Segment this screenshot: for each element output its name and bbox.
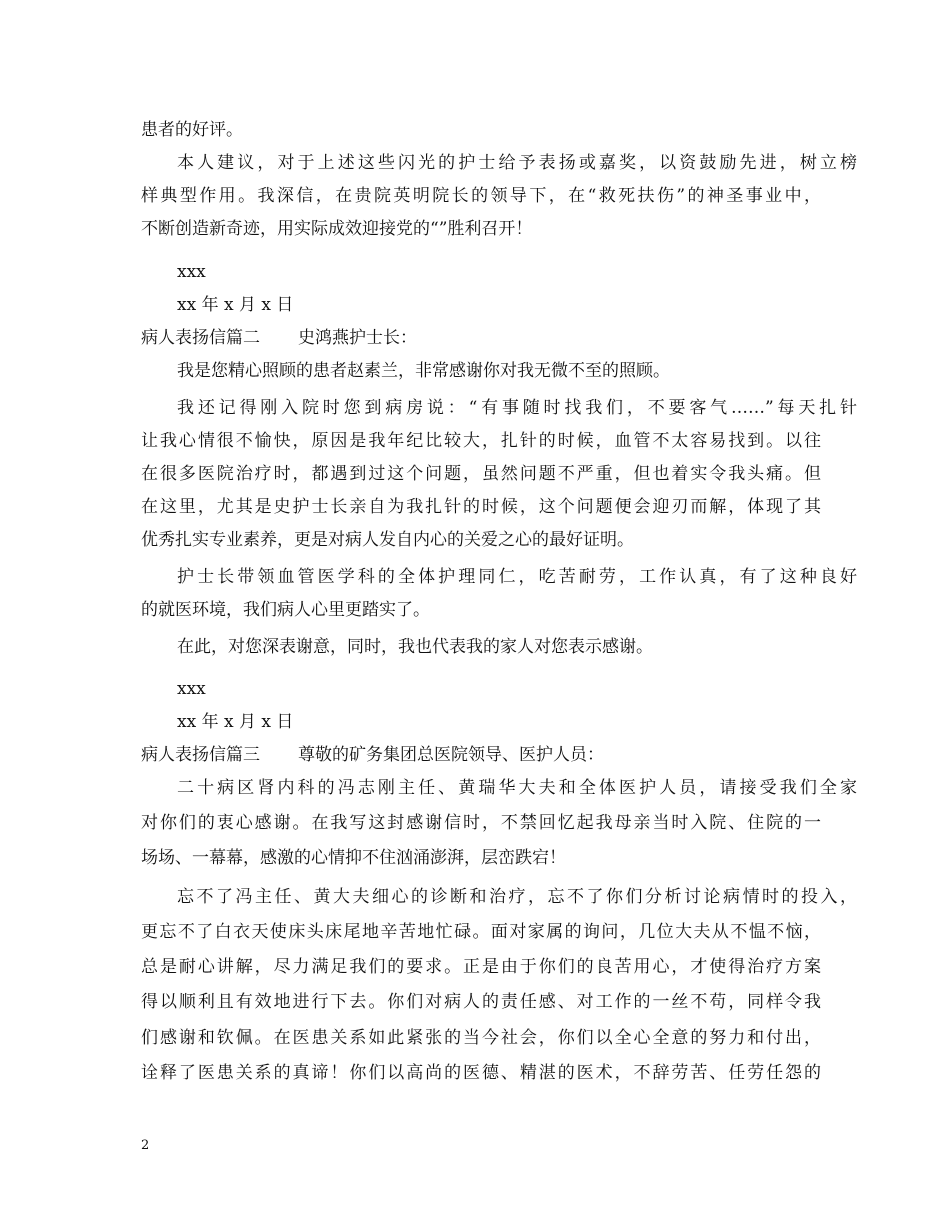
paragraph-line: 护士长带领血管医学科的全体护理同仁，吃苦耐劳，工作认真，有了这种良好: [177, 567, 857, 587]
letter-salutation: 尊敬的矿务集团总医院领导、医护人员：: [298, 745, 604, 765]
letter-salutation: 史鸿燕护士长：: [298, 328, 417, 348]
paragraph-line: 忘不了冯主任、黄大夫细心的诊断和治疗，忘不了你们分析讨论病情时的投入，: [177, 887, 857, 907]
letter-title: 病人表扬信篇二: [141, 328, 260, 348]
paragraph-line: 总是耐心讲解，尽力满足我们的要求。正是由于你们的良苦用心，才使得治疗方案: [141, 957, 821, 977]
signature-date: xx 年 x 月 x 日: [177, 295, 294, 315]
paragraph-line: 患者的好评。: [141, 120, 243, 140]
signature-name: xxx: [177, 679, 206, 699]
paragraph-line: 的就医环境，我们病人心里更踏实了。: [141, 600, 430, 620]
paragraph-line: 二十病区肾内科的冯志刚主任、黄瑞华大夫和全体医护人员，请接受我们全家: [177, 778, 857, 798]
paragraph-line: 在此，对您深表谢意，同时，我也代表我的家人对您表示感谢。: [177, 637, 653, 657]
paragraph-line: 场场、一幕幕，感激的心情抑不住汹涌澎湃，层峦跌宕！: [141, 848, 566, 868]
paragraph-line: 不断创造新奇迹，用实际成效迎接党的“”胜利召开！: [141, 219, 533, 239]
paragraph-line: 在很多医院治疗时，都遇到过这个问题，虽然问题不严重，但也着实令我头痛。但: [141, 464, 821, 484]
paragraph-line: 们感谢和钦佩。在医患关系如此紧张的当今社会，你们以全心全意的努力和付出，: [141, 1028, 821, 1048]
paragraph-line: 我还记得刚入院时您到病房说：“有事随时找我们，不要客气……”每天扎针: [177, 398, 857, 418]
paragraph-line: 更忘不了白衣天使床头床尾地辛苦地忙碌。面对家属的询问，几位大夫从不愠不恼，: [141, 922, 821, 942]
paragraph-line: 本人建议，对于上述这些闪光的护士给予表扬或嘉奖，以资鼓励先进，树立榜: [177, 153, 857, 173]
letter-heading-3: [141, 738, 821, 772]
paragraph-line: 我是您精心照顾的患者赵素兰，非常感谢你对我无微不至的照顾。: [177, 361, 670, 381]
paragraph-line: 在这里，尤其是史护士长亲自为我扎针的时候，这个问题便会迎刃而解，体现了其: [141, 497, 821, 517]
letter-title: 病人表扬信篇三: [141, 745, 260, 765]
paragraph-line: 优秀扎实专业素养，更是对病人发自内心的关爱之心的最好证明。: [141, 530, 634, 550]
signature-date: xx 年 x 月 x 日: [177, 712, 294, 732]
letter-heading-2: [141, 321, 821, 355]
paragraph-line: 让我心情很不愉快，原因是我年纪比较大，扎针的时候，血管不太容易找到。以往: [141, 431, 821, 451]
page-number: 2: [141, 1138, 150, 1153]
paragraph-line: 诠释了医患关系的真谛！你们以高尚的医德、精湛的医术，不辞劳苦、任劳任怨的: [141, 1063, 821, 1083]
paragraph-line: 样典型作用。我深信，在贵院英明院长的领导下，在“救死扶伤”的神圣事业中，: [141, 186, 821, 206]
paragraph-line: 得以顺利且有效地进行下去。你们对病人的责任感、对工作的一丝不苟，同样令我: [141, 992, 821, 1012]
signature-name: xxx: [177, 262, 206, 282]
paragraph-line: 对你们的衷心感谢。在我写这封感谢信时，不禁回忆起我母亲当时入院、住院的一: [141, 813, 821, 833]
